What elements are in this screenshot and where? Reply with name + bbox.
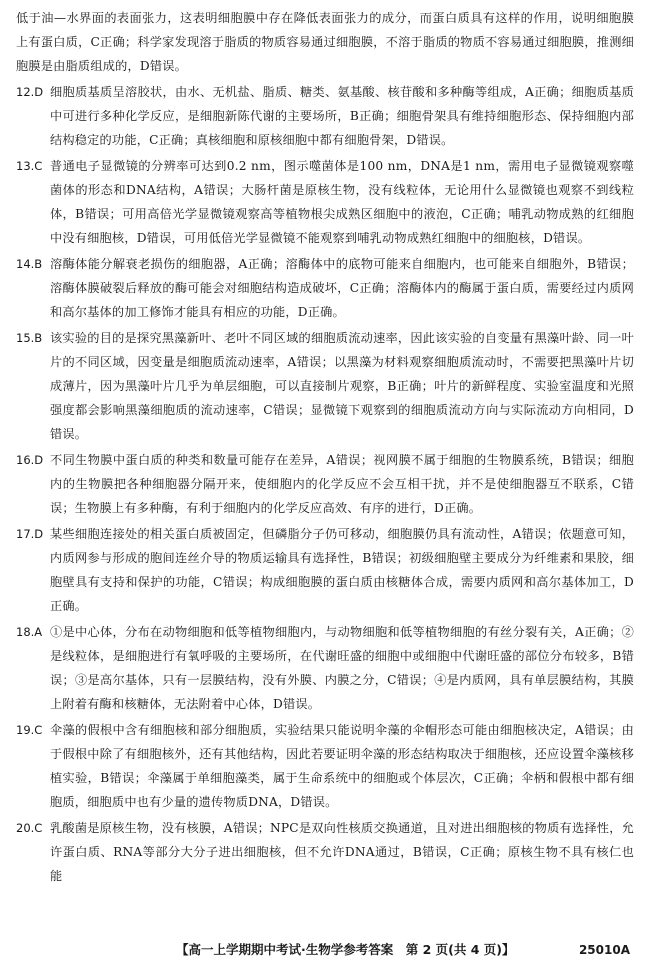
answer-number: 15.B — [16, 331, 43, 345]
answer-item — [8, 448, 634, 520]
answer-explanation: 不同生物膜中蛋白质的种类和数量可能存在差异，A错误；视网膜不属于细胞的生物膜系统，B错误；细胞内的生物膜把各种细胞器分隔开来，使细胞内的化学反应不会互相干扰，并不是使细胞器互不联系，C错误；生物膜上有多种酶，有利于细胞内的化学反应高效、有序的进行，D正确。 — [50, 453, 634, 515]
answer-item — [8, 718, 634, 814]
answer-number: 13.C — [16, 159, 43, 173]
answer-explanation: 伞藻的假根中含有细胞核和部分细胞质，实验结果只能说明伞藻的伞帽形态可能由细胞核决定，A错误；由于假根中除了有细胞核外，还有其他结构，因此若要证明伞藻的形态结构取决于细胞核，还应设置伞藻核移植实验，B错误；伞藻属于单细胞藻类，属于生命系统中的细胞或个体层次，C正确；伞柄和假根中都有细胞质，细胞质中也有少量的遗传物质DNA，D错误。 — [50, 723, 634, 809]
answer-item — [8, 816, 634, 888]
answer-number: 17.D — [16, 527, 44, 541]
answer-number: 16.D — [16, 453, 44, 467]
answer-item — [8, 522, 634, 618]
answer-item — [8, 80, 634, 152]
answer-explanation: 乳酸菌是原核生物，没有核膜，A错误；NPC是双向性核质交换通道，且对进出细胞核的物质有选择性，允许蛋白质、RNA等部分大分子进出细胞核，但不允许DNA通过，B错误，C正确；原核生物不具有核仁也能 — [50, 821, 634, 883]
answer-item — [8, 620, 634, 716]
answer-number: 12.D — [16, 85, 44, 99]
answer-item — [8, 252, 634, 324]
answer-number: 20.C — [16, 821, 43, 835]
answer-explanation: 普通电子显微镜的分辨率可达到0.2 nm，图示噬菌体是100 nm，DNA是1 nm，需用电子显微镜观察噬菌体的形态和DNA结构，A错误；大肠杆菌是原核生物，没有线粒体，无论用什么显微镜也观察不到线粒体，B错误；可用高倍光学显微镜观察高等植物根尖成熟区细胞中的液泡，C正确；哺乳动物成熟的红细胞中没有细胞核，D错误，可用低倍光学显微镜不能观察到哺乳动物成熟红细胞中的细胞核，D错误。 — [50, 159, 634, 245]
lead-paragraph: 低于油—水界面的表面张力，这表明细胞膜中存在降低表面张力的成分，而蛋白质具有这样的作用，说明细胞膜上有蛋白质，C正确；科学家发现溶于脂质的物质容易通过细胞膜，不溶于脂质的物质不容易通过细胞膜，推测细胞膜是由脂质组成的，D错误。 — [16, 11, 634, 73]
answer-number: 14.B — [16, 257, 43, 271]
answer-number: 19.C — [16, 723, 43, 737]
answer-explanation: 细胞质基质呈溶胶状，由水、无机盐、脂质、糖类、氨基酸、核苷酸和多种酶等组成，A正确；细胞质基质中可进行多种化学反应，是细胞新陈代谢的主要场所，B正确；细胞骨架具有维持细胞形态、保持细胞内部结构稳定的功能，C正确；真核细胞和原核细胞中都有细胞骨架，D错误。 — [50, 85, 634, 147]
answer-explanation: 某些细胞连接处的相关蛋白质被固定，但磷脂分子仍可移动，细胞膜仍具有流动性，A错误；依题意可知，内质网参与形成的胞间连丝介导的物质运输具有选择性，B错误；初级细胞壁主要成分为纤维素和果胶，细胞壁具有支持和保护的功能，C错误；构成细胞膜的蛋白质由核糖体合成，需要内质网和高尔基体加工，D正确。 — [50, 527, 634, 613]
footer-code: 25010A — [578, 943, 630, 957]
answer-item — [8, 326, 634, 446]
answer-number: 18.A — [16, 625, 43, 639]
answer-explanation: ①是中心体，分布在动物细胞和低等植物细胞内，与动物细胞和低等植物细胞的有丝分裂有关，A正确；②是线粒体，是细胞进行有氧呼吸的主要场所，在代谢旺盛的细胞中或细胞中代谢旺盛的部位分布较多，B错误；③是高尔基体，只有一层膜结构，没有外膜、内膜之分，C错误；④是内质网，具有单层膜结构，其膜上附着有酶和核糖体，无法附着中心体，D错误。 — [50, 625, 634, 711]
answer-item — [8, 154, 634, 250]
answer-explanation: 该实验的目的是探究黑藻新叶、老叶不同区域的细胞质流动速率，因此该实验的自变量有黑藻叶龄、同一叶片的不同区域，因变量是细胞质流动速率，A错误；以黑藻为材料观察细胞质流动时，不需要把黑藻叶片切成薄片，因为黑藻叶片几乎为单层细胞，可以直接制片观察，B正确；叶片的新鲜程度、实验室温度和光照强度都会影响黑藻细胞质的流动速率，C错误；显微镜下观察到的细胞质流动方向与实际流动方向相同，D错误。 — [50, 331, 634, 441]
page-footer — [0, 939, 648, 961]
answer-list — [8, 80, 634, 888]
footer-title: 【高一上学期期中考试·生物学参考答案 第 2 页(共 4 页)】 — [176, 942, 515, 957]
answer-explanation: 溶酶体能分解衰老损伤的细胞器，A正确；溶酶体中的底物可能来自细胞内，也可能来自细胞外，B错误；溶酶体膜破裂后释放的酶可能会对细胞结构造成破坏，C正确；溶酶体内的酶属于蛋白质，需要经过内质网和高尔基体的加工修饰才能具有相应的功能，D正确。 — [50, 257, 634, 319]
